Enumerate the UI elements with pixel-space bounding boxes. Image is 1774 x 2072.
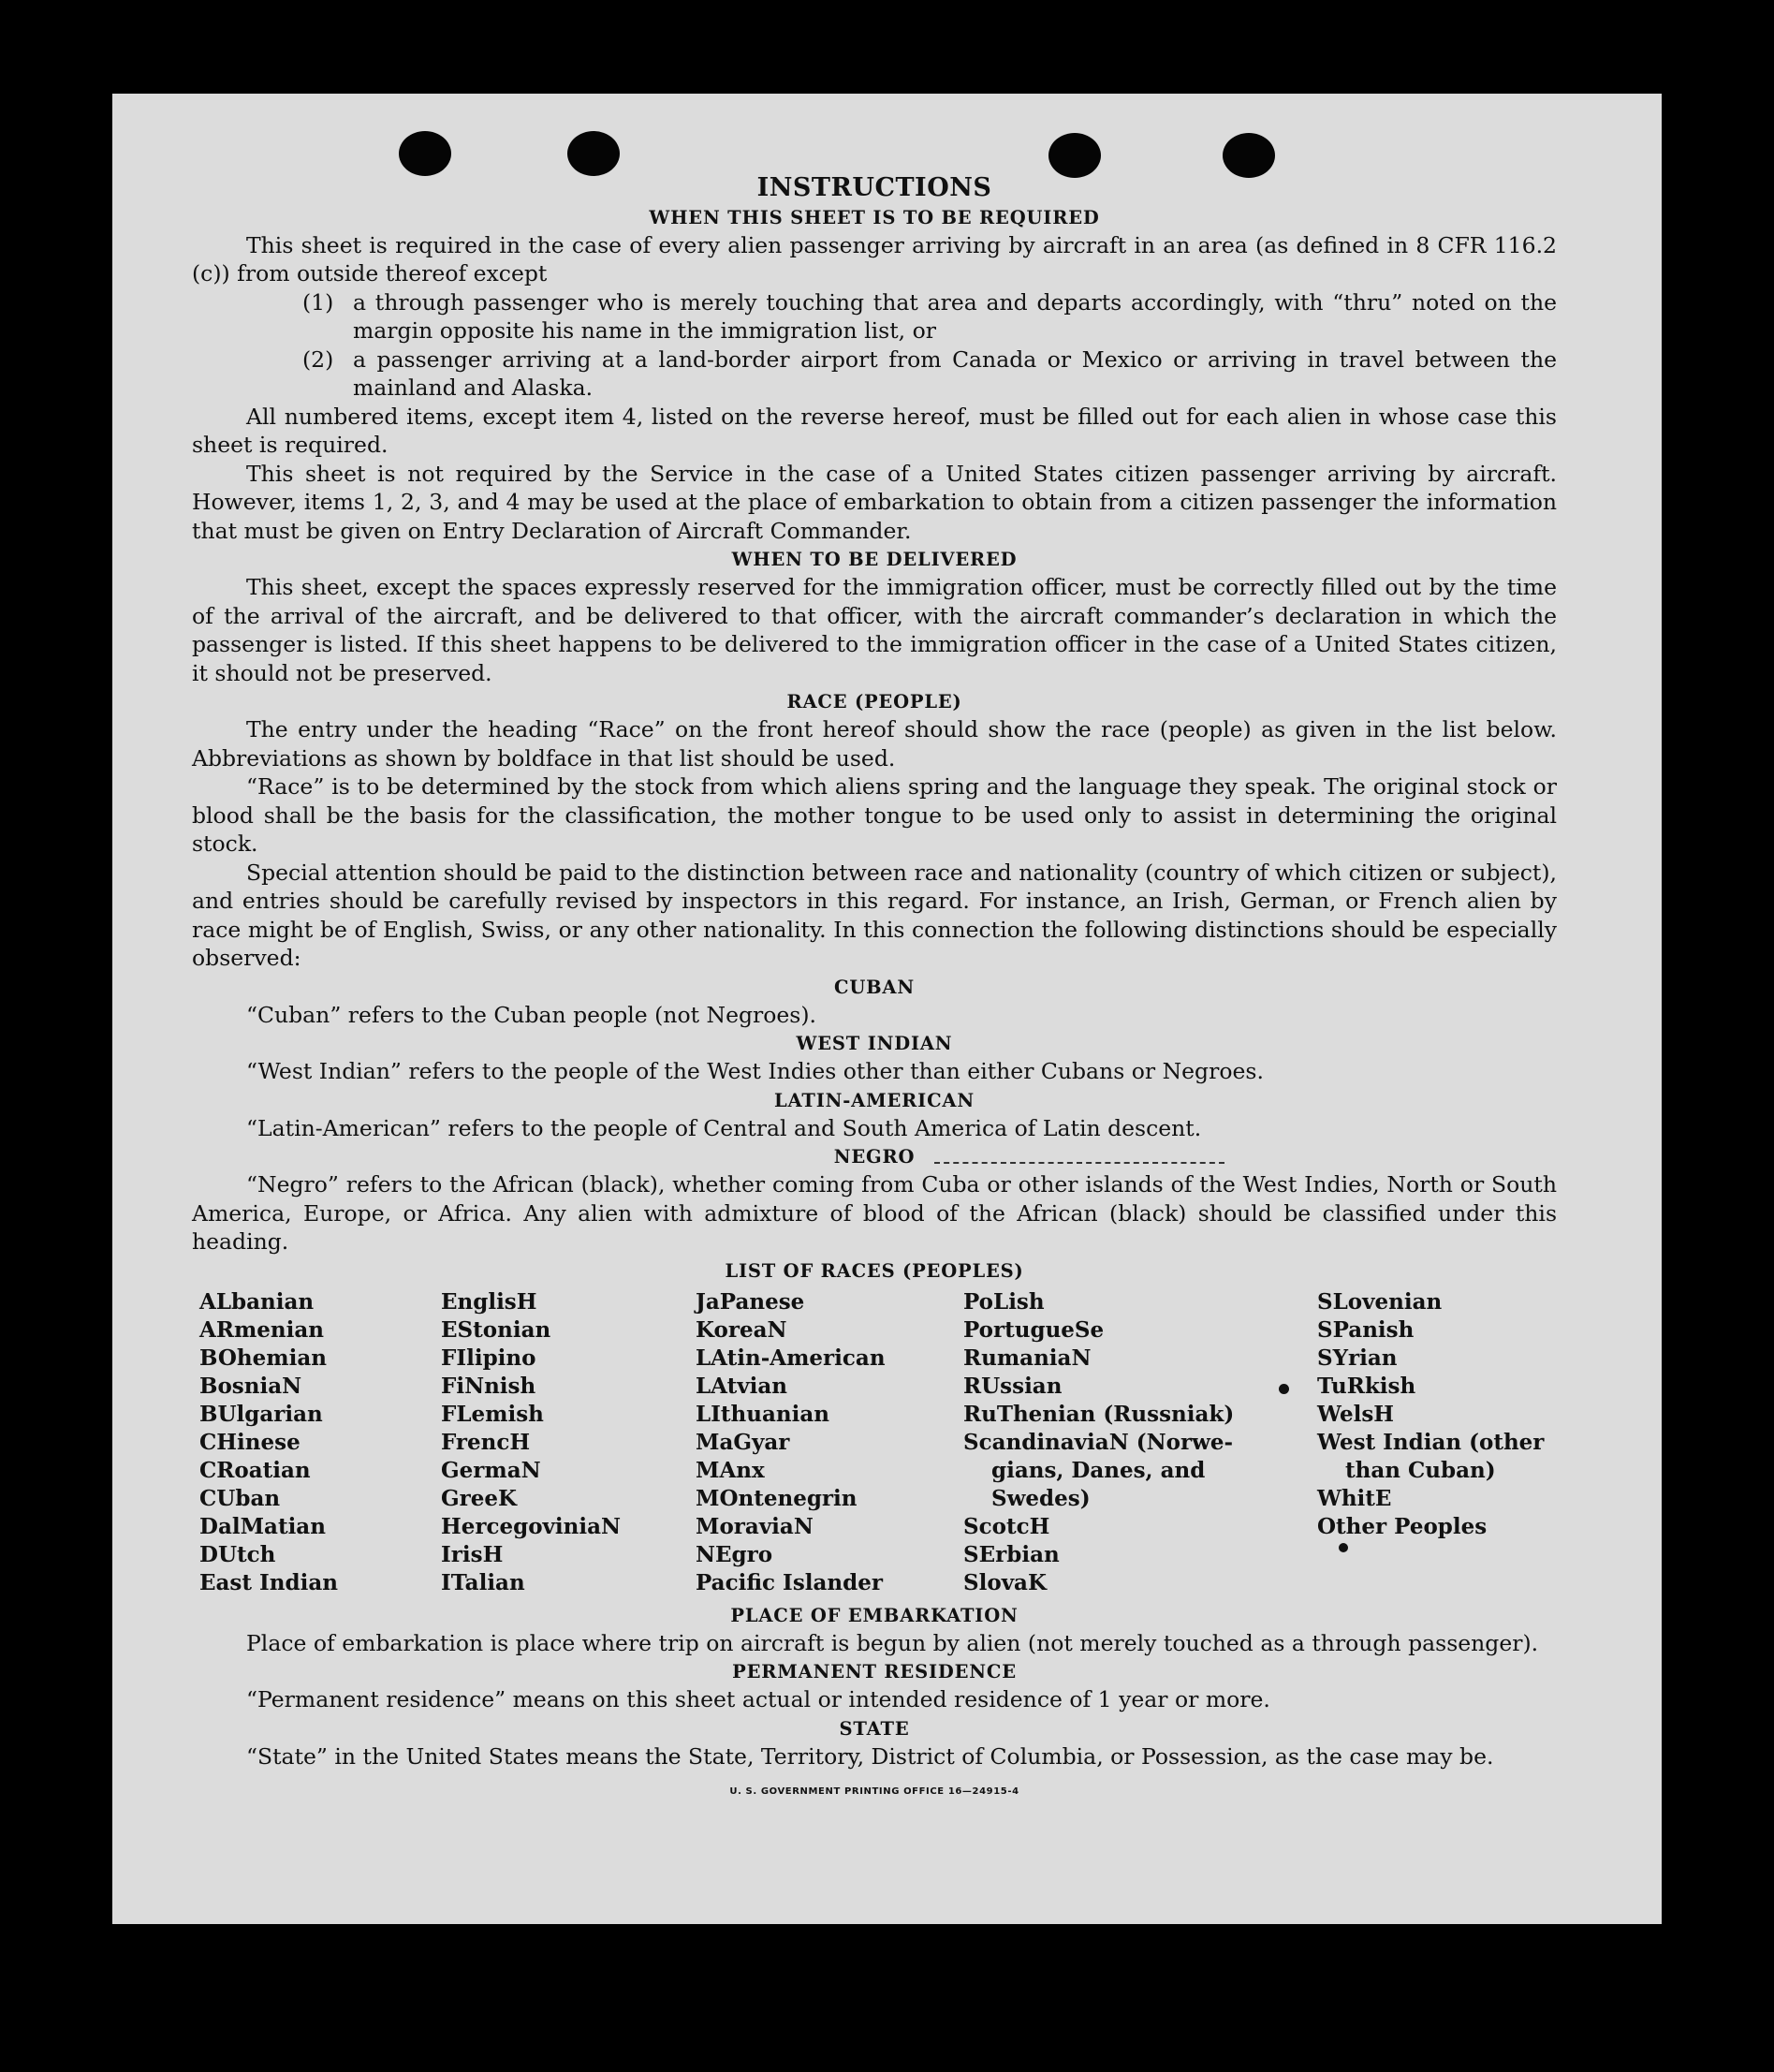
state-heading: STATE xyxy=(839,1717,910,1740)
race-column xyxy=(963,1288,1317,1597)
race-entry: MoraviaN xyxy=(696,1513,814,1539)
west-indian-heading: WEST INDIAN xyxy=(796,1033,953,1054)
race-entry: than Cuban) xyxy=(1345,1457,1496,1483)
race-entry: SErbian xyxy=(963,1541,1060,1567)
race-entry: DUtch xyxy=(199,1541,276,1567)
embarkation-definition: Place of embarkation is place where trip on aircraft is begun by alien (not merely touched as a through passenger). xyxy=(246,1629,1539,1656)
race-entry: LAtin-American xyxy=(696,1345,886,1371)
race-entry: RumaniaN xyxy=(963,1345,1092,1371)
latin-american-definition: “Latin-American” refers to the people of Central and South America of Latin descent. xyxy=(246,1114,1202,1141)
list-of-races-heading: LIST OF RACES (PEOPLES) xyxy=(725,1259,1024,1282)
document-page xyxy=(112,94,1662,1924)
race-column xyxy=(199,1288,441,1597)
race-entry: FIlipino xyxy=(441,1345,536,1371)
race-entry: DalMatian xyxy=(199,1513,326,1539)
when-required-heading: WHEN THIS SHEET IS TO BE REQUIRED xyxy=(649,206,1100,228)
citizen-paragraph: This sheet is not required by the Service in the case of a United States citizen passenger arriving by aircraft. However, items 1, 2, 3, and 4 may be used at the place of embarkation to obtain from a citizen passenger the information that must be given on Entry Declaration of Aircraft Commander. xyxy=(192,460,1557,544)
race-entry: IrisH xyxy=(441,1541,504,1567)
race-entry: BosniaN xyxy=(199,1373,302,1399)
punch-hole xyxy=(1223,133,1275,178)
race-entry: CHinese xyxy=(199,1429,301,1455)
residence-heading: PERMANENT RESIDENCE xyxy=(732,1661,1017,1683)
race-paragraph: “Race” is to be determined by the stock from which aliens spring and the language they speak. The original stock or blood shall be the basis for the classification, the mother tongue to be used only to assist in determining the original stock. xyxy=(192,773,1557,857)
cuban-definition: “Cuban” refers to the Cuban people (not Negroes). xyxy=(246,1001,817,1028)
race-entry: ScotcH xyxy=(963,1513,1050,1539)
race-entry: PortugueSe xyxy=(963,1316,1105,1343)
race-entry: MOntenegrin xyxy=(696,1485,858,1511)
state-definition: “State” in the United States means the State, Territory, District of Columbia, or Possession, as the case may be. xyxy=(246,1742,1494,1770)
race-entry: WhitE xyxy=(1317,1485,1392,1511)
race-paragraph: The entry under the heading “Race” on the front hereof should show the race (people) as given in the list below. Abbreviations as shown by boldface in that list should be used. xyxy=(192,716,1557,771)
race-entry: ALbanian xyxy=(199,1288,315,1315)
race-paragraph: Special attention should be paid to the distinction between race and nationality (country of which citizen or subject), and entries should be carefully revised by inspectors in this regard. For instance, an Irish, German, or French alien by race might be of English, Swiss, or any other nationality. In this connection the following distinctions should be especially observed: xyxy=(192,859,1557,971)
instructions-content xyxy=(192,174,1557,1807)
race-entry: Pacific Islander xyxy=(696,1569,883,1595)
race-entry: MaGyar xyxy=(696,1429,790,1455)
numbered-items-paragraph: All numbered items, except item 4, listed on the reverse hereof, must be filled out for each alien in whose case this sheet is required. xyxy=(192,403,1557,458)
negro-definition: “Negro” refers to the African (black), whether coming from Cuba or other islands of the West Indies, North or South America, Europe, or Africa. Any alien with admixture of blood of the African (black) should be classified under this heading. xyxy=(192,1171,1557,1255)
race-entry: FiNnish xyxy=(441,1373,536,1399)
race-entry: CUban xyxy=(199,1485,281,1511)
exception-item xyxy=(302,288,1557,345)
race-list xyxy=(199,1288,1557,1597)
race-entry: MAnx xyxy=(696,1457,765,1483)
race-entry: GermaN xyxy=(441,1457,541,1483)
race-entry: BUlgarian xyxy=(199,1401,323,1427)
punch-hole xyxy=(567,131,620,176)
race-entry: SLovenian xyxy=(1317,1288,1443,1315)
race-entry: TuRkish xyxy=(1317,1373,1416,1399)
punch-hole xyxy=(399,131,451,176)
embarkation-heading: PLACE OF EMBARKATION xyxy=(730,1604,1019,1626)
race-entry: SlovaK xyxy=(963,1569,1047,1595)
exception-text: a passenger arriving at a land-border airport from Canada or Mexico or arriving in travel between the mainland and Alaska. xyxy=(353,345,1557,401)
latin-american-heading: LATIN-AMERICAN xyxy=(774,1089,975,1111)
race-heading: RACE (PEOPLE) xyxy=(786,691,962,713)
race-entry: CRoatian xyxy=(199,1457,311,1483)
exception-number: (1) xyxy=(302,288,334,316)
race-entry: East Indian xyxy=(199,1569,338,1595)
race-entry: ScandinaviaN (Norwe- xyxy=(963,1429,1234,1455)
west-indian-definition: “West Indian” refers to the people of the West Indies other than either Cubans or Negroes. xyxy=(246,1058,1264,1084)
printing-office-imprint: U. S. GOVERNMENT PRINTING OFFICE 16—24915-4 xyxy=(729,1786,1019,1797)
race-entry: gians, Danes, and xyxy=(991,1457,1206,1483)
race-entry: ITalian xyxy=(441,1569,525,1595)
exception-text: a through passenger who is merely touching that area and departs accordingly, with “thru” noted on the margin opposite his name in the immigration list, or xyxy=(353,288,1557,344)
race-entry: GreeK xyxy=(441,1485,518,1511)
race-column xyxy=(1317,1288,1562,1597)
race-column xyxy=(696,1288,963,1597)
page-title: INSTRUCTIONS xyxy=(756,173,992,202)
race-entry: SPanish xyxy=(1317,1316,1415,1343)
race-entry: WelsH xyxy=(1317,1401,1395,1427)
race-entry: BOhemian xyxy=(199,1345,327,1371)
when-delivered-heading: WHEN TO BE DELIVERED xyxy=(731,549,1018,570)
race-entry: West Indian (other xyxy=(1317,1429,1545,1455)
race-entry: PoLish xyxy=(963,1288,1045,1315)
race-entry: Other Peoples xyxy=(1317,1513,1488,1539)
exception-number: (2) xyxy=(302,345,334,373)
race-column xyxy=(441,1288,696,1597)
race-entry: JaPanese xyxy=(696,1288,805,1315)
punch-hole xyxy=(1048,133,1101,178)
when-required-intro: This sheet is required in the case of every alien passenger arriving by aircraft in an area (as defined in 8 CFR 116.2 (c)) from outside thereof except xyxy=(192,231,1557,287)
residence-definition: “Permanent residence” means on this sheet actual or intended residence of 1 year or more. xyxy=(246,1686,1270,1712)
race-entry: EStonian xyxy=(441,1316,551,1343)
race-entry: Swedes) xyxy=(991,1485,1091,1511)
race-entry: SYrian xyxy=(1317,1345,1398,1371)
race-entry: ARmenian xyxy=(199,1316,325,1343)
negro-heading: NEGRO xyxy=(833,1146,916,1168)
race-entry: KoreaN xyxy=(696,1316,787,1343)
race-entry: RuThenian (Russniak) xyxy=(963,1401,1235,1427)
race-entry: EnglisH xyxy=(441,1288,537,1315)
race-entry: LIthuanian xyxy=(696,1401,829,1427)
race-entry: NEgro xyxy=(696,1541,773,1567)
race-entry: FLemish xyxy=(441,1401,544,1427)
when-delivered-paragraph: This sheet, except the spaces expressly reserved for the immigration officer, must be correctly filled out by the time of the arrival of the aircraft, and be delivered to that officer, with the aircraft commander’s declaration in which the passenger is listed. If this sheet happens to be delivered to the immigration officer in the case of a United States citizen, it should not be preserved. xyxy=(192,574,1557,686)
exception-item xyxy=(302,345,1557,403)
race-entry: FrencH xyxy=(441,1429,531,1455)
cuban-heading: CUBAN xyxy=(834,976,915,998)
race-entry: RUssian xyxy=(963,1373,1063,1399)
race-entry: HercegoviniaN xyxy=(441,1513,622,1539)
race-entry: LAtvian xyxy=(696,1373,787,1399)
